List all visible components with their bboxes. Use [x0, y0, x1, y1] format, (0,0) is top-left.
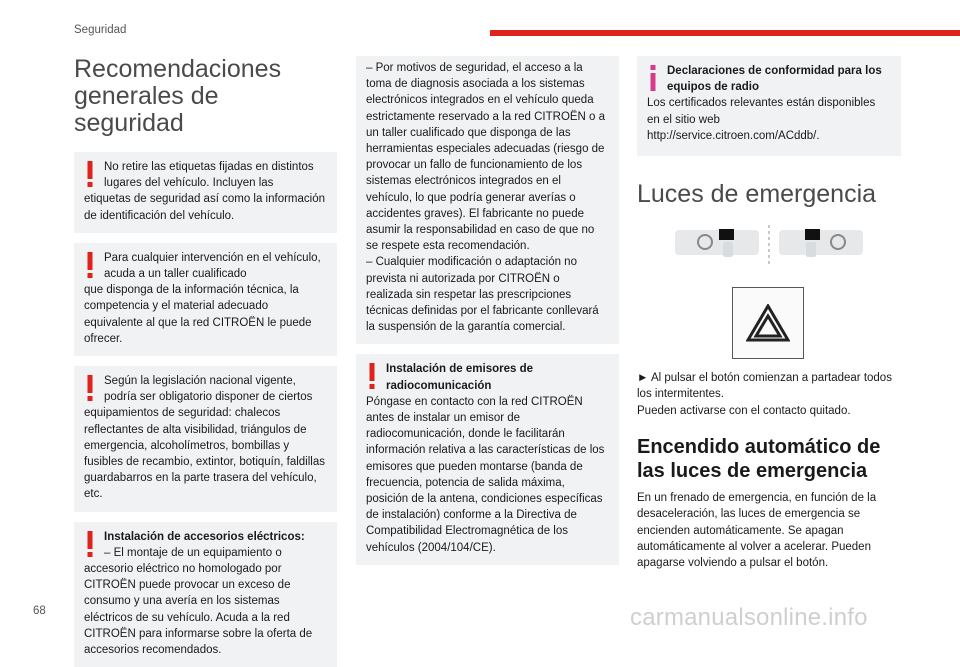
- info-heading: Declaraciones de conformidad para los equipos de radio: [667, 65, 882, 94]
- title-recomendaciones: Recomendaciones generales de seguridad: [74, 55, 282, 137]
- warning-text: equipamientos de seguridad: chalecos reflectantes de alta visibilidad, triángulos de emergencia, alcoholímetros, bombillas y fusibles de recambio, extintor, botiquín, faldillas guardabarros en la parte trasera del vehículo, etc.: [84, 407, 325, 501]
- auto-hazard-text: En un frenado de emergencia, en función de la desaceleración, las luces de emergencia se encienden automáticamente. Se apagan automáticamente al volver a acelerar. Pueden apagarse volviendo a pulsar el botón.: [637, 491, 877, 570]
- hazard-switch-icon: [805, 229, 820, 240]
- warning-text: Póngase en contacto con la red CITROËN antes de instalar un emisor de radiocomunicación, donde le facilitarán información relativa a las características de los emisores que pueden montarse (banda de frecuencia, potencia de salida máxima, posición de la antena, condiciones específicas de instalación) conforme a la Directiva de Compatibilidad Electromagnética de los vehículos (2004/104/CE).: [366, 395, 605, 554]
- exclamation-icon: [86, 161, 94, 187]
- page-number: 68: [33, 605, 46, 617]
- column-2: [356, 56, 619, 565]
- exclamation-icon: [86, 531, 94, 557]
- hazard-text: ► Al pulsar el botón comienzan a partadear todos los intermitentes.: [637, 372, 892, 401]
- exclamation-icon: [368, 363, 376, 389]
- warning-box-equipment: [74, 366, 337, 512]
- warning-text: etiquetas de seguridad así como la información de identificación del vehículo.: [84, 193, 326, 222]
- hazard-button: [732, 287, 804, 359]
- warning-heading: Instalación de accesorios eléctricos:: [104, 530, 305, 543]
- title-encendido-automatico: Encendido automático de las luces de emergencia: [637, 435, 881, 482]
- warning-lead: Según la legislación nacional vigente, podría ser obligatorio disponer de ciertos: [104, 375, 313, 404]
- hazard-switch-icon: [719, 229, 734, 240]
- warning-text: que disponga de la información técnica, la competencia y el material adecuado equivalente al que la red CITROËN le puede ofrecer.: [84, 284, 312, 345]
- hazard-triangle-icon: [746, 304, 790, 342]
- watermark: carmanualsonline.info: [630, 604, 868, 631]
- section-label: Seguridad: [74, 24, 127, 36]
- warning-lead: – El montaje de un equipamiento o: [104, 546, 282, 559]
- diagnosis-box: [356, 56, 619, 344]
- diagnosis-paragraph: – Por motivos de seguridad, el acceso a la toma de diagnosis asociada a los sistemas electrónicos integrados en el vehículo queda estrictamente reservado a la red CITROËN o a un taller cualificado que disponga de las herramientas especiales adecuadas (riesgo de provocar un fallo de funcionamiento de los sistemas electrónicos integrados en el vehículo, lo que podría generar averías o accidentes graves). El fabricante no puede asumir la responsabilidad en caso de que no se respete esta recomendación.: [366, 62, 606, 253]
- warning-heading: Instalación de emisores de radiocomunicación: [386, 363, 534, 392]
- modification-paragraph: – Cualquier modificación o adaptación no prevista ni autorizada por CITROËN o realizada sin respetar las prescripciones técnicas definidas por el fabricante conllevará la suspensión de la garantía comercial.: [366, 256, 599, 334]
- info-icon: [649, 65, 657, 91]
- column-3: [637, 56, 901, 571]
- dashboard-left: [675, 229, 759, 257]
- warning-lead: No retire las etiquetas fijadas en distintos lugares del vehículo. Incluyen las: [104, 161, 314, 190]
- warning-box-accessories: [74, 522, 337, 667]
- warning-lead: Para cualquier intervención en el vehículo, acuda a un taller cualificado: [104, 251, 321, 281]
- info-text: Los certificados relevantes están disponibles en el sitio web http://service.citroen.com/ACddb/.: [647, 97, 876, 142]
- info-box-radio-conformity: [637, 56, 901, 156]
- warning-box-labels: [74, 152, 337, 233]
- column-1: [74, 56, 337, 667]
- dashboard-illustration: [637, 225, 901, 277]
- exclamation-icon: [86, 375, 94, 401]
- header-accent-bar: [490, 30, 960, 36]
- warning-box-radio: [356, 354, 619, 564]
- warning-box-workshop: [74, 243, 337, 356]
- warning-text: accesorio eléctrico no homologado por CITROËN puede provocar un exceso de consumo y una avería en los sistemas eléctricos de su vehículo. Acuda a la red CITROËN para informarse sobre la oferta de accesorios recomendados.: [84, 563, 313, 657]
- dashboard-right: [779, 229, 863, 257]
- exclamation-icon: [86, 252, 94, 278]
- title-luces-emergencia: Luces de emergencia: [637, 180, 877, 209]
- hazard-text-ignition: Pueden activarse con el contacto quitado.: [637, 404, 851, 417]
